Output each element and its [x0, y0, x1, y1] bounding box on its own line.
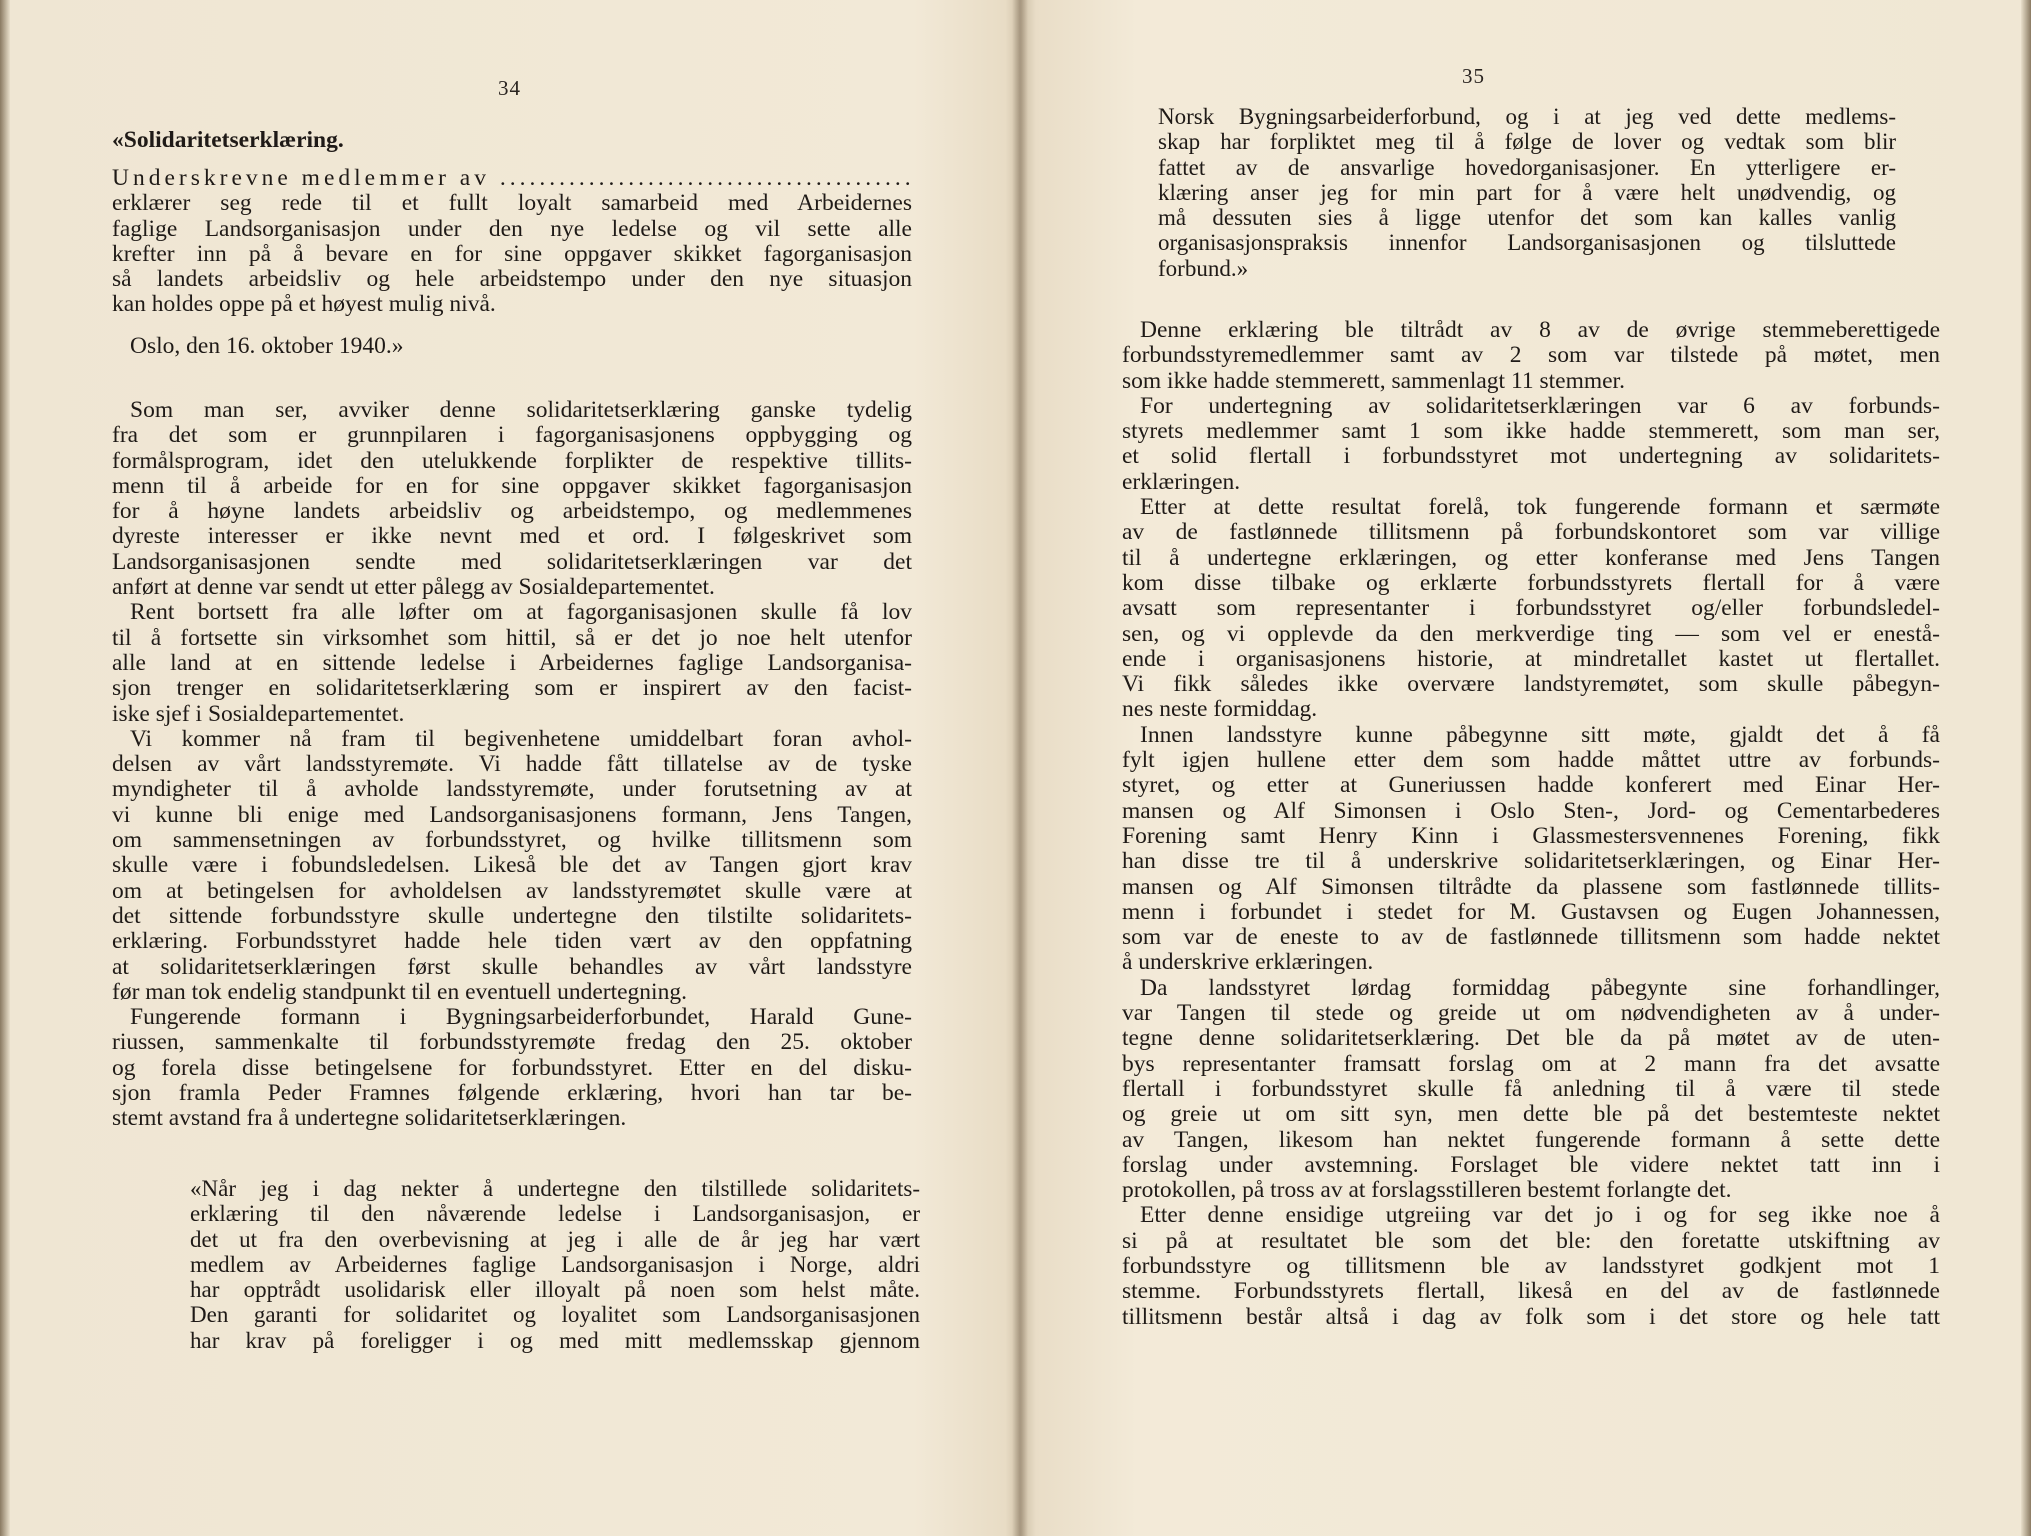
- text-line: si på at resultatet ble som det ble: den foretatte utskiftning av: [1122, 1227, 1940, 1254]
- text-line: erklæring. Forbundsstyret hadde hele tiden vært av den oppfatning: [112, 928, 912, 955]
- text-line: var Tangen til stede og greide ut om nødvendigheten av å under-: [1122, 1000, 1940, 1027]
- text-line: Landsorganisasjonen sendte med solidaritetserklæringen var det: [112, 548, 912, 575]
- quoted-statement-continued: [1158, 104, 1896, 281]
- text-line: å underskrive erklæringen.: [1122, 949, 1374, 976]
- text-line: nes neste formiddag.: [1122, 696, 1318, 723]
- text-line: medlem av Arbeidernes faglige Landsorganisasjon i Norge, aldri: [190, 1251, 920, 1277]
- text-line: som ikke hadde stemmerett, sammenlagt 11 stemmer.: [1122, 367, 1625, 394]
- text-line: fra det som er grunnpilaren i fagorganisasjonens oppbygging og: [112, 422, 912, 449]
- text-line: forslag under avstemning. Forslaget ble videre nektet tatt inn i: [1122, 1151, 1940, 1178]
- text-line: for å høyne landets arbeidsliv og arbeidstempo, og medlemmenes: [112, 498, 912, 525]
- text-line: forbund.»: [1158, 255, 1249, 281]
- text-line: Den garanti for solidaritet og loyalitet som Landsorganisasjonen: [190, 1302, 920, 1328]
- text-line: tegne denne solidaritetserklæring. Det ble da på møtet av de uten-: [1122, 1025, 1940, 1052]
- text-line: fylt igjen hullene etter dem som hadde måttet uttre av forbunds-: [1122, 747, 1940, 774]
- text-line: delsen av vårt landsstyremøte. Vi hadde fått tillatelse av de tyske: [112, 751, 912, 778]
- text-line: kan holdes oppe på et høyest mulig nivå.: [112, 291, 496, 318]
- text-line: har opptrådt usolidarisk eller illoyalt på noen som helst måte.: [190, 1277, 920, 1303]
- text-line: Etter at dette resultat forelå, tok fungerende formann et særmøte: [1140, 494, 1940, 521]
- text-line: til å fortsette sin virksomhet som hittil, så er det jo noe helt utenfor: [112, 624, 912, 651]
- text-line: og forela disse betingelsene for forbundsstyret. Etter en del disku-: [112, 1054, 912, 1081]
- text-line: sjon trenger en solidaritetserklæring som er inspirert av den facist-: [112, 675, 912, 702]
- text-line: fattet av de ansvarlige hovedorganisasjoner. En ytterligere er-: [1158, 154, 1896, 180]
- right-page: [1028, 0, 2031, 1536]
- text-line: som var de eneste to av de fastlønnede tillitsmenn som hadde nektet: [1122, 924, 1940, 951]
- text-line: om at betingelsen for avholdelsen av landsstyremøtet skulle være at: [112, 877, 912, 904]
- text-line: Etter denne ensidige utgreiing var det jo i og for seg ikke noe å: [1140, 1202, 1940, 1229]
- text-line: erklærer seg rede til et fullt loyalt samarbeid med Arbeidernes: [112, 190, 912, 217]
- text-line: vi kunne bli enige med Landsorganisasjonens formann, Jens Tangen,: [112, 801, 912, 828]
- text-line: formålsprogram, idet den utelukkende forplikter de respektive tillits-: [112, 447, 912, 474]
- text-line: klæring anser jeg for min part for å være helt unødvendig, og: [1158, 179, 1896, 205]
- page-number: 34: [498, 76, 521, 100]
- text-line: menn til å arbeide for en for sine oppgaver skikket fagorganisasjon: [112, 472, 912, 499]
- text-line: bys representanter framsatt forslag om at 2 mann fra det avsatte: [1122, 1050, 1940, 1077]
- text-line: og greie ut om sitt syn, men dette ble på det bestemteste nektet: [1122, 1101, 1940, 1128]
- text-line: avsatt som representanter i forbundsstyret og/eller forbundsledel-: [1122, 595, 1940, 622]
- text-line: iske sjef i Sosialdepartementet.: [112, 700, 405, 727]
- declaration-text: [112, 165, 915, 318]
- text-line: Denne erklæring ble tiltrådt av 8 av de øvrige stemmeberettigede: [1140, 317, 1940, 343]
- page-number: 35: [1462, 64, 1485, 88]
- text-line: anført at denne var sendt ut etter pålegg av Sosialdepartementet.: [112, 574, 715, 601]
- text-line: krefter inn på å bevare en for sine oppgaver skikket fagorganisasjon: [112, 240, 912, 267]
- text-line: et solid flertall i forbundsstyret mot undertegning av solidaritets-: [1122, 443, 1940, 470]
- text-line: ende i organisasjonens historie, at mindretallet kastet ut flertallet.: [1122, 645, 1940, 672]
- text-line: om sammensetningen av forbundsstyret, og hvilke tillitsmenn som: [112, 827, 912, 854]
- declaration-block: [112, 128, 912, 153]
- text-line: tillitsmenn består altså i dag av folk som i det store og hele tatt: [1122, 1303, 1940, 1330]
- text-line: organisasjonspraksis innenfor Landsorganisasjonen og tilsluttede: [1158, 230, 1896, 256]
- text-line: mansen og Alf Simonsen i Oslo Sten-, Jord- og Cementarbederes: [1122, 797, 1940, 824]
- text-line: skulle være i fobundsledelsen. Likeså ble det av Tangen gjort krav: [112, 852, 912, 879]
- text-line: av de fastlønnede tillitsmenn på forbundskontoret som var villige: [1122, 519, 1940, 546]
- declaration-heading: «Solidaritetserklæring.: [112, 127, 344, 153]
- text-line: han disse tre til å underskrive solidaritetserklæringen, og Einar Her-: [1122, 848, 1940, 875]
- text-line: styrets medlemmer samt 1 som ikke hadde stemmerett, som man ser,: [1122, 418, 1940, 445]
- body-text: [112, 398, 912, 1132]
- text-line: «Når jeg i dag nekter å undertegne den tilstillede solidaritets-: [190, 1176, 920, 1201]
- text-line: Rent bortsett fra alle løfter om at fagorganisasjonen skulle få lov: [130, 599, 912, 626]
- text-line: Forening samt Henry Kinn i Glassmestersvennenes Forening, fikk: [1122, 822, 1940, 849]
- text-line: skap har forpliktet meg til å følge de lover og vedtak som blir: [1158, 129, 1896, 155]
- text-line: Vi fikk således ikke overvære landstyremøtet, som skulle påbegyn-: [1122, 671, 1940, 698]
- text-line: dyreste interesser er ikke nevnt med et ord. I følgeskrivet som: [112, 523, 912, 550]
- text-line: det sittende forbundsstyre skulle undertegne den tilstilte solidaritets-: [112, 902, 912, 929]
- left-page: [0, 0, 1012, 1536]
- dateline: [112, 334, 912, 359]
- text-line: før man tok endelig standpunkt til en eventuell undertegning.: [112, 978, 687, 1005]
- text-line: flertall i forbundsstyret skulle få anledning til å være til stede: [1122, 1075, 1940, 1102]
- text-line: alle land at en sittende ledelse i Arbeidernes faglige Landsorganisa-: [112, 649, 912, 676]
- text-line: styret, og etter at Guneriussen hadde konferert med Einar Her-: [1122, 772, 1940, 799]
- text-line: Norsk Bygningsarbeiderforbund, og i at jeg ved dette medlems-: [1158, 104, 1896, 129]
- text-line: til å undertegne erklæringen, og etter konferanse med Jens Tangen: [1122, 544, 1940, 571]
- text-line: stemt avstand fra å undertegne solidaritetserklæringen.: [112, 1105, 627, 1132]
- text-line: Underskrevne medlemmer av ..........................................: [112, 165, 915, 191]
- text-line: Da landsstyret lørdag formiddag påbegynte sine forhandlinger,: [1140, 974, 1940, 1001]
- text-line: erklæring til den nåværende ledelse i Landsorganisasjon, er: [190, 1201, 920, 1227]
- text-line: menn i forbundet i stedet for M. Gustavsen og Eugen Johannessen,: [1122, 898, 1940, 925]
- text-line: forbundsstyre og tillitsmenn ble av landsstyret godkjent mot 1: [1122, 1252, 1940, 1279]
- text-line: at solidaritetserklæringen først skulle behandles av vårt landsstyre: [112, 953, 912, 980]
- body-text: [1122, 318, 1940, 1330]
- text-line: stemme. Forbundsstyrets flertall, likeså en del av de fastlønnede: [1122, 1278, 1940, 1305]
- text-line: For undertegning av solidaritetserklæringen var 6 av forbunds-: [1140, 392, 1940, 419]
- text-line: har krav på foreligger i og med mitt medlemsskap gjennom: [190, 1327, 920, 1353]
- text-line: Fungerende formann i Bygningsarbeiderforbundet, Harald Gune-: [130, 1004, 912, 1031]
- text-line: mansen og Alf Simonsen tiltrådte da plassene som fastlønnede tillits-: [1122, 873, 1940, 900]
- text-line: Som man ser, avviker denne solidaritetserklæring ganske tydelig: [130, 397, 912, 423]
- quoted-statement: [190, 1176, 920, 1353]
- text-line: sjon framla Peder Framnes følgende erklæring, hvori han tar be-: [112, 1080, 912, 1107]
- text-line: av Tangen, likesom han nektet fungerende formann å sette dette: [1122, 1126, 1940, 1153]
- text-line: protokollen, på tross av at forslagsstilleren bestemt forlangte det.: [1122, 1177, 1732, 1204]
- text-line: det ut fra den overbevisning at jeg i alle de år jeg har vært: [190, 1226, 920, 1252]
- text-line: så landets arbeidsliv og hele arbeidstempo under den nye situasjon: [112, 266, 912, 293]
- text-line: Oslo, den 16. oktober 1940.»: [130, 333, 404, 359]
- text-line: sen, og vi opplevde da den merkverdige ting — som vel er enestå-: [1122, 620, 1940, 647]
- text-line: erklæringen.: [1122, 468, 1241, 495]
- book-gutter: [1012, 0, 1028, 1536]
- text-line: kom disse tilbake og erklærte forbundsstyrets flertall for å være: [1122, 569, 1940, 596]
- text-line: myndigheter til å avholde landsstyremøte, under forutsetning av at: [112, 776, 912, 803]
- text-line: Vi kommer nå fram til begivenhetene umiddelbart foran avhol-: [130, 725, 912, 752]
- text-line: Innen landsstyre kunne påbegynne sitt møte, gjaldt det å få: [1140, 721, 1940, 748]
- text-line: faglige Landsorganisasjon under den nye ledelse og vil sette alle: [112, 215, 912, 242]
- text-line: må dessuten sies å ligge utenfor det som kan kalles vanlig: [1158, 205, 1896, 231]
- text-line: forbundsstyremedlemmer samt av 2 som var tilstede på møtet, men: [1122, 342, 1940, 369]
- text-line: riussen, sammenkalte til forbundsstyremøte fredag den 25. oktober: [112, 1029, 912, 1056]
